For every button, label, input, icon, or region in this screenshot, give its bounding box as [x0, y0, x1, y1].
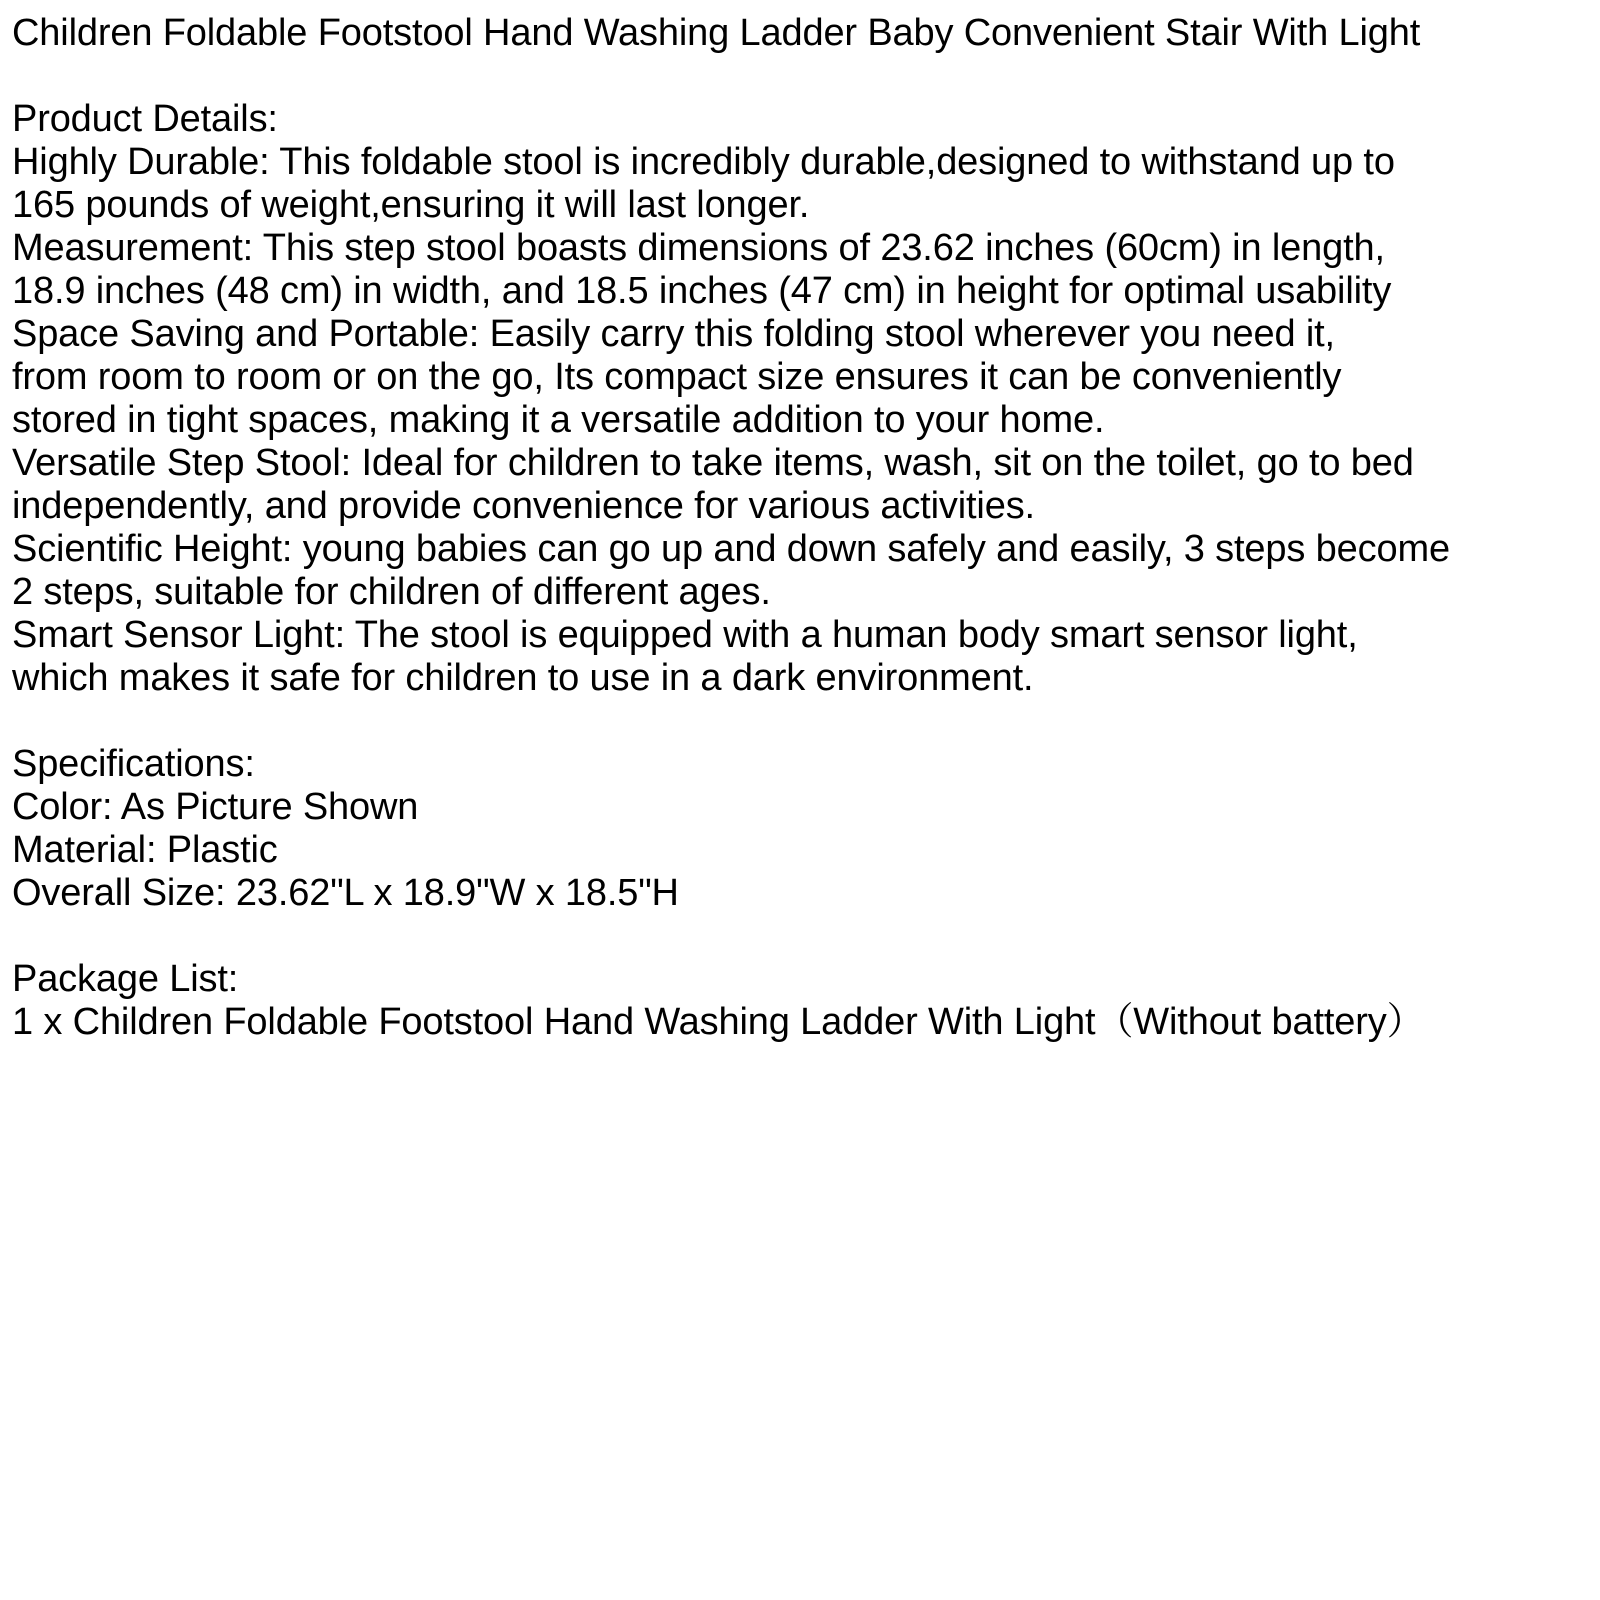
product-title: Children Foldable Footstool Hand Washing Ladder Baby Convenient Stair With Light [12, 12, 1421, 54]
product-details-line: Measurement: This step stool boasts dimensions of 23.62 inches (60cm) in length, [12, 227, 1385, 269]
specifications-heading: Specifications: [12, 743, 255, 785]
product-details-line: 165 pounds of weight,ensuring it will last longer. [12, 184, 810, 226]
product-details-line: 2 steps, suitable for children of different ages. [12, 571, 771, 613]
product-details-line: Highly Durable: This foldable stool is incredibly durable,designed to withstand up to [12, 141, 1395, 183]
spacer [12, 700, 1592, 743]
product-details-line: which makes it safe for children to use in a dark environment. [12, 657, 1034, 699]
specification-line: Color: As Picture Shown [12, 786, 419, 828]
product-details-line: Versatile Step Stool: Ideal for children to take items, wash, sit on the toilet, go to bed [12, 442, 1414, 484]
product-details-line: Smart Sensor Light: The stool is equipped with a human body smart sensor light, [12, 614, 1358, 656]
spacer [12, 55, 1592, 98]
product-details-line: 18.9 inches (48 cm) in width, and 18.5 inches (47 cm) in height for optimal usability [12, 270, 1392, 312]
spacer [12, 915, 1592, 958]
product-details-line: Scientific Height: young babies can go up and down safely and easily, 3 steps become [12, 528, 1450, 570]
product-details-line: from room to room or on the go, Its compact size ensures it can be conveniently [12, 356, 1342, 398]
product-description [12, 12, 1592, 1044]
product-details-line: Space Saving and Portable: Easily carry this folding stool wherever you need it, [12, 313, 1335, 355]
specification-line: Overall Size: 23.62"L x 18.9"W x 18.5"H [12, 872, 679, 914]
specification-line: Material: Plastic [12, 829, 278, 871]
product-details-heading: Product Details: [12, 98, 278, 140]
product-details-line: independently, and provide convenience for various activities. [12, 485, 1035, 527]
package-list-heading: Package List: [12, 958, 239, 1000]
product-details-line: stored in tight spaces, making it a versatile addition to your home. [12, 399, 1105, 441]
package-list-item: 1 x Children Foldable Footstool Hand Washing Ladder With Light（Without battery） [12, 1001, 1425, 1043]
